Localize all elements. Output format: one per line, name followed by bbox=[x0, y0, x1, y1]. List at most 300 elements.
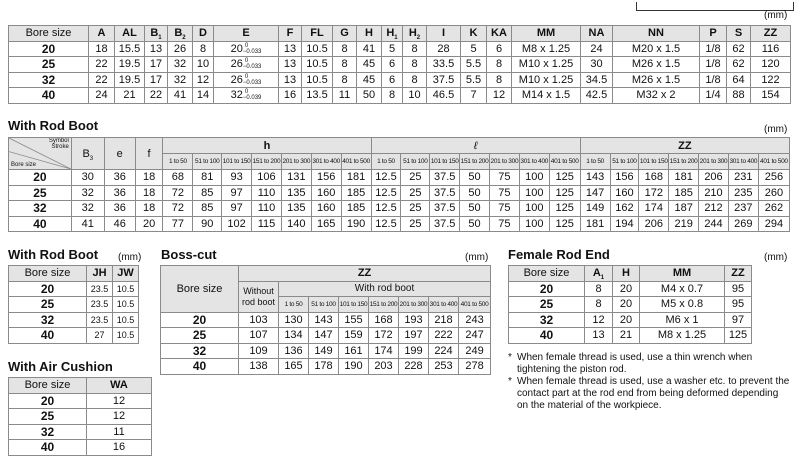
cell-E: 32 0 −0.039 bbox=[214, 88, 279, 104]
value-cell: 249 bbox=[459, 343, 491, 359]
value-cell: 125 bbox=[549, 201, 580, 217]
value-cell: 12 bbox=[87, 409, 152, 425]
main-dimensions-table bbox=[8, 25, 791, 104]
value-cell: 194 bbox=[610, 216, 639, 232]
cell-g: 8 bbox=[333, 41, 357, 57]
value-cell: 222 bbox=[429, 328, 459, 344]
boss-without: Without rod boot bbox=[239, 281, 279, 312]
value-cell: 20 bbox=[613, 297, 640, 313]
value-cell: 37.5 bbox=[430, 201, 460, 217]
bore-size-cell: 25 bbox=[9, 57, 89, 73]
value-cell: 12.5 bbox=[371, 185, 401, 201]
stroke-range-header: 51 to 100 bbox=[193, 154, 222, 170]
stroke-range-header: 1 to 50 bbox=[279, 297, 309, 313]
value-cell: 100 bbox=[519, 185, 549, 201]
cell-b2: 26 bbox=[168, 41, 193, 57]
value-cell: 20 bbox=[613, 281, 640, 297]
bore-size-cell: 20 bbox=[9, 170, 72, 186]
boss-bore-size: Bore size bbox=[161, 266, 239, 313]
value-cell: 50 bbox=[460, 185, 490, 201]
value-cell: 125 bbox=[549, 216, 580, 232]
bore-size-cell: 40 bbox=[9, 216, 72, 232]
col-header-al: AL bbox=[115, 26, 145, 42]
cell-d: 10 bbox=[193, 57, 214, 73]
value-cell: M6 x 1 bbox=[640, 312, 725, 328]
cell-al: 19.5 bbox=[115, 57, 145, 73]
note-item: * When female thread is used, use a thin wrench when tightening the piston rod. bbox=[508, 352, 753, 375]
bore-size-cell: 40 bbox=[509, 328, 585, 344]
cell-na: 30 bbox=[581, 57, 613, 73]
col-header-nn: NN bbox=[613, 26, 700, 42]
table-row bbox=[161, 312, 491, 328]
value-cell: 125 bbox=[725, 328, 752, 344]
bore-size-cell: 40 bbox=[9, 328, 87, 344]
bore-size-cell: 32 bbox=[9, 201, 72, 217]
bore-size-cell: 32 bbox=[509, 312, 585, 328]
cell-h: 45 bbox=[357, 72, 382, 88]
value-cell: 77 bbox=[163, 216, 193, 232]
value-cell: 106 bbox=[252, 170, 282, 186]
cell-g: 8 bbox=[333, 57, 357, 73]
value-cell: 185 bbox=[341, 185, 371, 201]
value-cell: 159 bbox=[339, 328, 369, 344]
cell-E: 26 0 −0.033 bbox=[214, 72, 279, 88]
value-cell: 131 bbox=[281, 170, 311, 186]
cell-E: 26 0 −0.033 bbox=[214, 57, 279, 73]
value-cell: 81 bbox=[193, 170, 222, 186]
stroke-range-header: 301 to 400 bbox=[311, 154, 341, 170]
cell-i: 33.5 bbox=[427, 57, 461, 73]
value-cell: 160 bbox=[311, 201, 341, 217]
col-header-na: NA bbox=[581, 26, 613, 42]
col-header-mm: MM bbox=[512, 26, 581, 42]
cell-b1: 17 bbox=[145, 57, 168, 73]
stroke-range-header: 101 to 150 bbox=[222, 154, 252, 170]
cell-ka: 8 bbox=[487, 72, 512, 88]
col-header: JW bbox=[113, 266, 139, 282]
value-cell: 190 bbox=[339, 359, 369, 375]
col-header: WA bbox=[87, 378, 152, 394]
cell-mm: M10 x 1.25 bbox=[512, 57, 581, 73]
value-cell: 136 bbox=[279, 343, 309, 359]
cell-i: 37.5 bbox=[427, 72, 461, 88]
value-cell: 97 bbox=[222, 185, 252, 201]
value-cell: 20 bbox=[135, 216, 163, 232]
group-l: ℓ bbox=[371, 138, 580, 154]
cell-zz: 120 bbox=[751, 57, 791, 73]
value-cell: 75 bbox=[489, 201, 519, 217]
stroke-range-header: 101 to 150 bbox=[430, 154, 460, 170]
value-cell: 193 bbox=[399, 312, 429, 328]
value-cell: 140 bbox=[281, 216, 311, 232]
col-header-p: P bbox=[700, 26, 727, 42]
value-cell: 85 bbox=[193, 185, 222, 201]
value-cell: 187 bbox=[669, 201, 699, 217]
value-cell: 181 bbox=[669, 170, 699, 186]
value-cell: 12.5 bbox=[371, 216, 401, 232]
cell-s: 88 bbox=[727, 88, 751, 104]
boss-cut-table bbox=[160, 265, 491, 375]
bore-size-cell: 25 bbox=[161, 328, 239, 344]
value-cell: 109 bbox=[239, 343, 279, 359]
value-cell: 206 bbox=[639, 216, 669, 232]
value-cell: 97 bbox=[725, 312, 752, 328]
unit-label: (mm) bbox=[764, 10, 788, 21]
value-cell: 32 bbox=[71, 201, 104, 217]
col-header: Bore size bbox=[9, 266, 87, 282]
value-cell: 178 bbox=[309, 359, 339, 375]
value-cell: 50 bbox=[460, 216, 490, 232]
col-header: H bbox=[613, 266, 640, 282]
value-cell: 103 bbox=[239, 312, 279, 328]
bore-size-cell: 25 bbox=[509, 297, 585, 313]
table-row bbox=[9, 281, 139, 297]
value-cell: 235 bbox=[728, 185, 758, 201]
section-title-air-cushion: With Air Cushion bbox=[8, 359, 113, 374]
cell-k: 5 bbox=[461, 41, 487, 57]
cell-a: 24 bbox=[89, 88, 115, 104]
value-cell: 172 bbox=[639, 185, 669, 201]
value-cell: 100 bbox=[519, 170, 549, 186]
cell-h1: 8 bbox=[382, 88, 403, 104]
value-cell: 12 bbox=[585, 312, 613, 328]
value-cell: 197 bbox=[399, 328, 429, 344]
value-cell: 218 bbox=[429, 312, 459, 328]
stroke-range-header: 1 to 50 bbox=[371, 154, 401, 170]
value-cell: 85 bbox=[193, 201, 222, 217]
value-cell: 68 bbox=[163, 170, 193, 186]
cell-nn: M26 x 1.5 bbox=[613, 72, 700, 88]
group-zz: ZZ bbox=[580, 138, 789, 154]
value-cell: 32 bbox=[71, 185, 104, 201]
value-cell: 174 bbox=[369, 343, 399, 359]
value-cell: 50 bbox=[460, 170, 490, 186]
col-header: JH bbox=[87, 266, 113, 282]
bore-size-cell: 20 bbox=[161, 312, 239, 328]
cell-E: 20 0 −0.033 bbox=[214, 41, 279, 57]
boss-with: With rod boot bbox=[279, 281, 491, 297]
col-header-zz: ZZ bbox=[751, 26, 791, 42]
cell-al: 15.5 bbox=[115, 41, 145, 57]
table-row bbox=[9, 170, 790, 186]
col-header: Bore size bbox=[9, 378, 87, 394]
value-cell: 46 bbox=[104, 216, 135, 232]
value-cell: 12 bbox=[87, 393, 152, 409]
cell-na: 34.5 bbox=[581, 72, 613, 88]
cell-f: 13 bbox=[279, 72, 302, 88]
cell-h: 41 bbox=[357, 41, 382, 57]
bore-size-cell: 25 bbox=[9, 297, 87, 313]
value-cell: 210 bbox=[699, 185, 729, 201]
cell-g: 8 bbox=[333, 72, 357, 88]
col-header-b2: $B_2$ bbox=[168, 26, 193, 42]
table-row bbox=[9, 440, 152, 456]
col-header-a: A bbox=[89, 26, 115, 42]
col-header: ZZ bbox=[725, 266, 752, 282]
cell-b2: 41 bbox=[168, 88, 193, 104]
value-cell: 212 bbox=[699, 201, 729, 217]
col-header-i: I bbox=[427, 26, 461, 42]
value-cell: 10.5 bbox=[113, 328, 139, 344]
value-cell: 165 bbox=[311, 216, 341, 232]
col-header: MM bbox=[640, 266, 725, 282]
table-row bbox=[9, 312, 139, 328]
stroke-range-header: 151 to 200 bbox=[669, 154, 699, 170]
table-row bbox=[9, 41, 791, 57]
cell-b1: 13 bbox=[145, 41, 168, 57]
unit-label: (mm) bbox=[118, 252, 142, 263]
cell-zz: 122 bbox=[751, 72, 791, 88]
value-cell: 185 bbox=[341, 201, 371, 217]
cell-na: 42.5 bbox=[581, 88, 613, 104]
cell-i: 28 bbox=[427, 41, 461, 57]
value-cell: 110 bbox=[252, 185, 282, 201]
value-cell: 134 bbox=[279, 328, 309, 344]
cell-ka: 6 bbox=[487, 41, 512, 57]
value-cell: 72 bbox=[163, 185, 193, 201]
value-cell: 18 bbox=[135, 170, 163, 186]
value-cell: 262 bbox=[758, 201, 789, 217]
value-cell: 160 bbox=[311, 185, 341, 201]
value-cell: 260 bbox=[758, 185, 789, 201]
value-cell: 138 bbox=[239, 359, 279, 375]
air-cushion-table bbox=[8, 377, 152, 456]
col-f: f bbox=[135, 138, 163, 170]
col-header-h2: $H_2$ bbox=[403, 26, 427, 42]
cell-h: 45 bbox=[357, 57, 382, 73]
stroke-range-header: 1 to 50 bbox=[580, 154, 610, 170]
cell-p: 1/8 bbox=[700, 41, 727, 57]
cell-b1: 22 bbox=[145, 88, 168, 104]
value-cell: 125 bbox=[549, 170, 580, 186]
section-title-rod-boot: With Rod Boot bbox=[8, 118, 99, 133]
cell-fl: 10.5 bbox=[302, 72, 333, 88]
stroke-range-header: 301 to 400 bbox=[519, 154, 549, 170]
value-cell: 30 bbox=[71, 170, 104, 186]
table-row bbox=[9, 424, 152, 440]
bore-size-cell: 40 bbox=[9, 88, 89, 104]
cell-a: 18 bbox=[89, 41, 115, 57]
value-cell: 16 bbox=[87, 440, 152, 456]
unit-label: (mm) bbox=[465, 252, 489, 263]
cell-fl: 10.5 bbox=[302, 57, 333, 73]
value-cell: 231 bbox=[728, 170, 758, 186]
value-cell: 168 bbox=[369, 312, 399, 328]
stroke-range-header: 51 to 100 bbox=[610, 154, 639, 170]
value-cell: 23.5 bbox=[87, 281, 113, 297]
table-row bbox=[9, 297, 139, 313]
cell-p: 1/8 bbox=[700, 72, 727, 88]
cell-fl: 10.5 bbox=[302, 41, 333, 57]
value-cell: 41 bbox=[71, 216, 104, 232]
cell-nn: M32 x 2 bbox=[613, 88, 700, 104]
cell-zz: 154 bbox=[751, 88, 791, 104]
value-cell: 27 bbox=[87, 328, 113, 344]
value-cell: 243 bbox=[459, 312, 491, 328]
stroke-range-header: 101 to 150 bbox=[339, 297, 369, 313]
value-cell: M8 x 1.25 bbox=[640, 328, 725, 344]
cell-p: 1/8 bbox=[700, 57, 727, 73]
value-cell: 156 bbox=[610, 170, 639, 186]
value-cell: 181 bbox=[580, 216, 610, 232]
value-cell: 160 bbox=[610, 185, 639, 201]
bore-size-cell: 32 bbox=[161, 343, 239, 359]
value-cell: 107 bbox=[239, 328, 279, 344]
value-cell: 156 bbox=[311, 170, 341, 186]
value-cell: 23.5 bbox=[87, 297, 113, 313]
bore-size-cell: 32 bbox=[9, 312, 87, 328]
value-cell: 95 bbox=[725, 297, 752, 313]
female-rod-end-table bbox=[508, 265, 752, 344]
cell-h1: 6 bbox=[382, 57, 403, 73]
value-cell: 25 bbox=[401, 185, 430, 201]
value-cell: 100 bbox=[519, 201, 549, 217]
cell-i: 46.5 bbox=[427, 88, 461, 104]
col-header-bore-size: Bore size bbox=[9, 26, 89, 42]
stroke-range-header: 51 to 100 bbox=[401, 154, 430, 170]
table-row bbox=[9, 328, 139, 344]
col-header-h1: $H_1$ bbox=[382, 26, 403, 42]
value-cell: 75 bbox=[489, 216, 519, 232]
cell-h2: 8 bbox=[403, 41, 427, 57]
cell-f: 13 bbox=[279, 41, 302, 57]
value-cell: 37.5 bbox=[430, 185, 460, 201]
value-cell: 23.5 bbox=[87, 312, 113, 328]
cell-h1: 5 bbox=[382, 41, 403, 57]
value-cell: 18 bbox=[135, 185, 163, 201]
value-cell: 12.5 bbox=[371, 201, 401, 217]
cell-mm: M8 x 1.25 bbox=[512, 41, 581, 57]
table-row bbox=[9, 201, 790, 217]
cell-al: 21 bbox=[115, 88, 145, 104]
table-row bbox=[161, 328, 491, 344]
note-item: * When female thread is used, use a washer etc. to prevent the contact part at the rod end from being deformed depending on the material of the workpiece. bbox=[508, 376, 790, 411]
table-row bbox=[509, 312, 752, 328]
value-cell: 50 bbox=[460, 201, 490, 217]
value-cell: 75 bbox=[489, 170, 519, 186]
stroke-range-header: 301 to 400 bbox=[429, 297, 459, 313]
bore-size-cell: 20 bbox=[9, 281, 87, 297]
value-cell: 115 bbox=[252, 216, 282, 232]
cell-s: 62 bbox=[727, 41, 751, 57]
rod-boot-small-table bbox=[8, 265, 139, 344]
cell-a: 22 bbox=[89, 57, 115, 73]
value-cell: 155 bbox=[339, 312, 369, 328]
value-cell: 90 bbox=[193, 216, 222, 232]
bore-size-cell: 20 bbox=[9, 393, 87, 409]
cell-b2: 32 bbox=[168, 72, 193, 88]
value-cell: 72 bbox=[163, 201, 193, 217]
bore-size-cell: 32 bbox=[9, 72, 89, 88]
col-e: e bbox=[104, 138, 135, 170]
cell-h: 50 bbox=[357, 88, 382, 104]
cell-mm: M14 x 1.5 bbox=[512, 88, 581, 104]
stroke-range-header: 101 to 150 bbox=[639, 154, 669, 170]
value-cell: M5 x 0.8 bbox=[640, 297, 725, 313]
cell-s: 64 bbox=[727, 72, 751, 88]
table-row bbox=[9, 393, 152, 409]
value-cell: 10.5 bbox=[113, 281, 139, 297]
table-row bbox=[509, 297, 752, 313]
bore-size-cell: 25 bbox=[9, 409, 87, 425]
stroke-range-header: 151 to 200 bbox=[252, 154, 282, 170]
value-cell: 37.5 bbox=[430, 170, 460, 186]
value-cell: 168 bbox=[639, 170, 669, 186]
col-header-f: F bbox=[279, 26, 302, 42]
notes bbox=[508, 352, 792, 412]
cell-a: 22 bbox=[89, 72, 115, 88]
value-cell: 185 bbox=[669, 185, 699, 201]
section-title-female-rod-end: Female Rod End bbox=[508, 247, 610, 262]
value-cell: 130 bbox=[279, 312, 309, 328]
cell-p: 1/4 bbox=[700, 88, 727, 104]
stroke-range-header: 401 to 500 bbox=[341, 154, 371, 170]
value-cell: 11 bbox=[87, 424, 152, 440]
value-cell: 95 bbox=[725, 281, 752, 297]
cell-h2: 8 bbox=[403, 72, 427, 88]
col-header: Bore size bbox=[509, 266, 585, 282]
cell-b1: 17 bbox=[145, 72, 168, 88]
value-cell: 25 bbox=[401, 216, 430, 232]
value-cell: 8 bbox=[585, 297, 613, 313]
cell-al: 19.5 bbox=[115, 72, 145, 88]
bore-size-cell: 40 bbox=[161, 359, 239, 375]
stroke-range-header: 151 to 200 bbox=[369, 297, 399, 313]
value-cell: 253 bbox=[429, 359, 459, 375]
rod-boot-table bbox=[8, 137, 790, 232]
cell-s: 62 bbox=[727, 57, 751, 73]
stroke-range-header: 401 to 500 bbox=[758, 154, 789, 170]
col-header-e: E bbox=[214, 26, 279, 42]
value-cell: 181 bbox=[341, 170, 371, 186]
table-row bbox=[9, 88, 791, 104]
boss-zz: ZZ bbox=[239, 266, 491, 282]
cell-zz: 116 bbox=[751, 41, 791, 57]
value-cell: 25 bbox=[401, 201, 430, 217]
table-row bbox=[509, 281, 752, 297]
cell-k: 7 bbox=[461, 88, 487, 104]
value-cell: 224 bbox=[429, 343, 459, 359]
col-header-ka: KA bbox=[487, 26, 512, 42]
group-h: h bbox=[163, 138, 371, 154]
value-cell: 110 bbox=[252, 201, 282, 217]
value-cell: 161 bbox=[339, 343, 369, 359]
col-b3: $B_3$ bbox=[71, 138, 104, 170]
value-cell: 228 bbox=[399, 359, 429, 375]
cell-k: 5.5 bbox=[461, 57, 487, 73]
stroke-range-header: 301 to 400 bbox=[728, 154, 758, 170]
table-row bbox=[9, 57, 791, 73]
table-row bbox=[161, 343, 491, 359]
value-cell: 8 bbox=[585, 281, 613, 297]
cell-d: 14 bbox=[193, 88, 214, 104]
cell-h2: 10 bbox=[403, 88, 427, 104]
col-header-k: K bbox=[461, 26, 487, 42]
value-cell: 149 bbox=[309, 343, 339, 359]
value-cell: 18 bbox=[135, 201, 163, 217]
value-cell: 174 bbox=[639, 201, 669, 217]
cell-h2: 8 bbox=[403, 57, 427, 73]
value-cell: 203 bbox=[369, 359, 399, 375]
value-cell: 25 bbox=[401, 170, 430, 186]
table-row bbox=[509, 328, 752, 344]
symbol-label: Symbol bbox=[48, 138, 69, 144]
value-cell: 13 bbox=[585, 328, 613, 344]
cell-f: 16 bbox=[279, 88, 302, 104]
cell-nn: M26 x 1.5 bbox=[613, 57, 700, 73]
cell-k: 5.5 bbox=[461, 72, 487, 88]
cell-nn: M20 x 1.5 bbox=[613, 41, 700, 57]
